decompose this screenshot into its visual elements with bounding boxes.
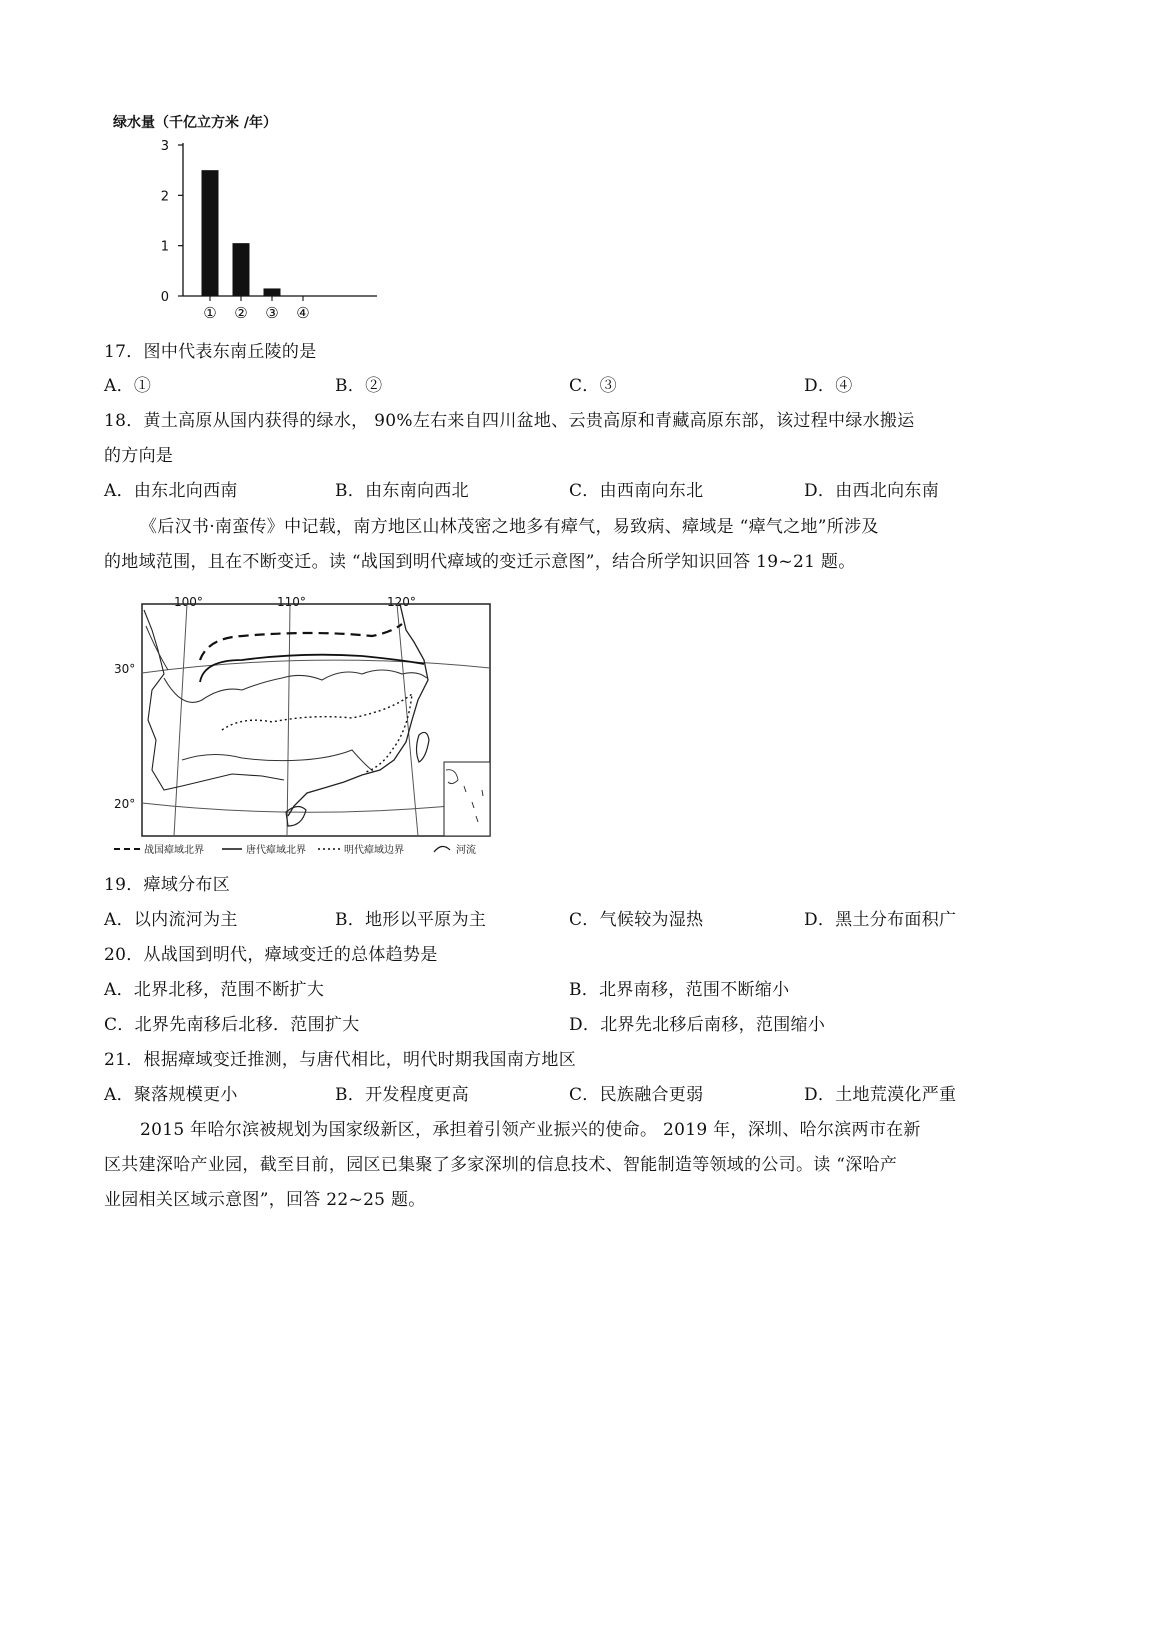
question-21-option-a[interactable]: A．聚落规模更小 [104,1085,238,1105]
legend-ming-label: 明代瘴域边界 [344,845,404,856]
intro-2-line2: 区共建深哈产业园，截至目前，园区已集聚了多家深圳的信息技术、智能制造等领域的公司。读 “深哈产 [104,1155,898,1175]
map-parallel-30 [142,660,490,673]
chart-bar [233,243,250,296]
chart-x-tick-label: ① [203,304,217,322]
map-lat-label-30: 30° [114,662,136,676]
question-20-option-b[interactable]: B．北界南移，范围不断缩小 [569,980,790,1000]
chart-x-tick-label: ④ [296,304,310,322]
map-ming-boundary [222,694,412,772]
question-20-option-c[interactable]: C．北界先南移后北移．范围扩大 [104,1015,360,1035]
map-hainan-island [286,806,306,826]
map-tang-boundary [200,655,424,682]
question-21-option-d[interactable]: D．土地荒漠化严重 [804,1085,957,1105]
question-17-option-a[interactable]: A．① [104,376,152,396]
chart-x-tick-label: ② [234,304,248,322]
question-18-stem-line1: 18．黄土高原从国内获得的绿水， 90%左右来自四川盆地、云贵高原和青藏高原东部，该过程中绿水搬运 [104,411,915,431]
question-18-option-c[interactable]: C．由西南向东北 [569,481,704,501]
map-lon-label-100: 100° [174,595,203,609]
map-parallel-20 [142,802,490,812]
question-17-option-c[interactable]: C．③ [569,376,617,396]
map-lon-label-120: 120° [387,595,416,609]
question-19-stem: 19．瘴域分布区 [104,875,231,895]
map-lat-label-20: 20° [114,797,136,811]
map-south-sea-inset [444,762,490,836]
chart-bar [264,288,281,296]
intro-2-line1: 2015 年哈尔滨被规划为国家级新区，承担着引领产业振兴的使命。 2019 年，深圳、哈尔滨两市在新 [140,1120,921,1140]
question-20-stem: 20．从战国到明代，瘴域变迁的总体趋势是 [104,945,438,965]
question-21-option-c[interactable]: C．民族融合更弱 [569,1085,704,1105]
question-19-option-b[interactable]: B．地形以平原为主 [335,910,487,930]
question-18-option-d[interactable]: D．由西北向东南 [804,481,940,501]
intro-2-line3: 业园相关区域示意图”，回答 22~25 题。 [104,1190,426,1210]
map-frame [142,604,490,836]
question-19-option-c[interactable]: C．气候较为湿热 [569,910,704,930]
miasma-region-map [112,590,502,860]
question-18-option-b[interactable]: B．由东南向西北 [335,481,469,501]
chart-y-tick-label: 0 [160,290,169,305]
chart-y-tick-label: 2 [160,189,169,205]
map-meridian-120 [397,604,418,836]
chart-y-tick-label: 3 [160,139,169,154]
chart-bar [202,170,219,296]
question-19-option-a[interactable]: A．以内流河为主 [104,910,238,930]
question-18-stem-line2: 的方向是 [104,446,174,466]
question-18-option-a[interactable]: A．由东北向西南 [104,481,238,501]
question-21-stem: 21．根据瘴域变迁推测，与唐代相比，明代时期我国南方地区 [104,1050,577,1070]
question-17-option-d[interactable]: D．④ [804,376,853,396]
legend-river-label: 河流 [456,845,476,856]
question-20-option-a[interactable]: A．北界北移，范围不断扩大 [104,980,325,1000]
map-taiwan-island [417,732,430,762]
intro-1-line2: 的地域范围，且在不断变迁。读 “战国到明代瘴域的变迁示意图”，结合所学知识回答 19~21 题。 [104,552,856,572]
map-river-pearl [182,750,374,772]
map-meridian-100 [174,604,187,836]
chart-ylabel: 绿水量（千亿立方米 /年） [113,115,277,131]
map-legend [114,843,476,856]
green-water-bar-chart [105,105,395,330]
map-meridian-110 [287,604,290,836]
question-19-option-d[interactable]: D．黑土分布面积广 [804,910,957,930]
chart-x-tick-label: ③ [265,304,279,322]
question-17-stem: 17．图中代表东南丘陵的是 [104,342,317,362]
question-21-option-b[interactable]: B．开发程度更高 [335,1085,469,1105]
map-lon-label-110: 110° [277,595,306,609]
legend-river-swatch [434,846,450,852]
legend-tang-label: 唐代瘴域北界 [246,845,306,856]
question-20-option-d[interactable]: D．北界先北移后南移，范围缩小 [569,1015,826,1035]
chart-y-tick-label: 1 [160,239,169,255]
question-17-option-b[interactable]: B．② [335,376,383,396]
map-west-border [144,610,284,790]
legend-warring-states-label: 战国瘴域北界 [144,845,204,856]
intro-1-line1: 《后汉书·南蛮传》中记载，南方地区山林茂密之地多有瘴气，易致病、瘴域是 “瘴气之地”所涉及 [140,517,879,537]
